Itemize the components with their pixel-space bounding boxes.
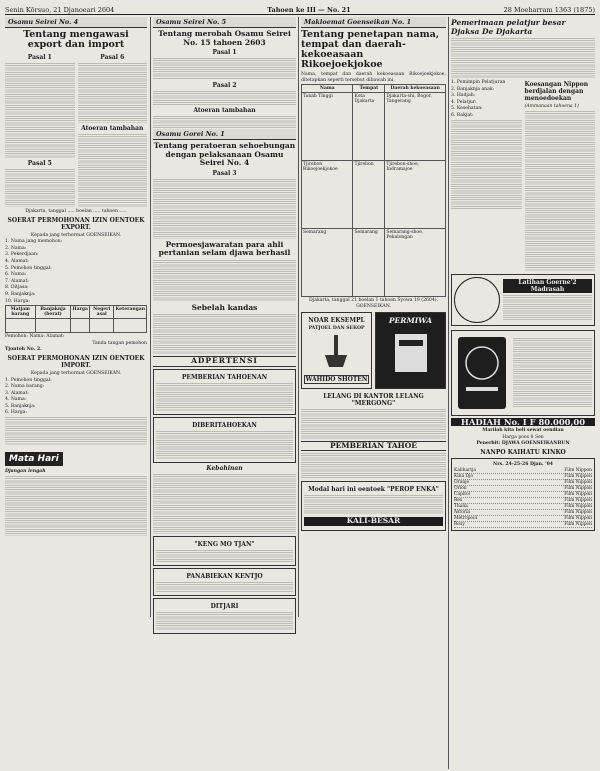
body-text (156, 431, 293, 459)
body-text (153, 314, 296, 354)
table-row (302, 229, 446, 297)
table-header: Matjam barang (6, 306, 36, 319)
advertisement (153, 598, 296, 634)
ad-title: NOAR EKSEMPL (308, 317, 365, 325)
product-illustration-icon (381, 328, 441, 376)
body-text (153, 116, 296, 128)
form-row: 6. Nama: (5, 272, 27, 278)
body-text (304, 495, 443, 515)
atoeran-heading: Atoeran tambahan (81, 125, 144, 132)
ad-title: PERMIWA (388, 316, 433, 326)
body-text (156, 582, 293, 592)
form-row: 10. Harga: (5, 298, 30, 304)
advertisement-row (301, 310, 446, 391)
listing-row: Astoria Film Nippon (454, 510, 592, 516)
listing-row: Kina Djo Film Nippon (454, 474, 592, 480)
body-text (301, 409, 446, 439)
table-header: Negeri asal (89, 306, 113, 319)
mata-hari-heading: Mata Hari (5, 452, 63, 466)
form-title: SOERAT PERMOHONAN IZIN OENTOEK EXPORT. (7, 216, 145, 231)
publisher-label: Penerbit: DJAWA GOENSEIKANBUN (476, 441, 570, 447)
dateline: Djakarta, tanggal ..... boelan ..... tahoen ..... (25, 209, 127, 214)
header-hijri-date: 28 Moeharram 1363 (1875) (503, 6, 595, 14)
listing-row: Kalihartja Film Nippon (454, 468, 592, 474)
body-text (156, 612, 293, 630)
pasal-heading: Pasal 3 (212, 169, 237, 177)
form-row: 8. Ditjasa: (5, 285, 29, 291)
advertisement (153, 568, 296, 596)
table-cell: Kota Djakarta (353, 93, 385, 161)
article-title: Tentang mengawasi export dan import (23, 29, 129, 50)
table-cell: Semarang-shoe, Pekalongan (385, 229, 446, 297)
header-date: Senin Kōrsuo, 21 Djanoeari 2604 (5, 6, 115, 14)
adpertensi-heading: ADPERTENSI (153, 356, 296, 367)
body-text (5, 417, 147, 445)
form-row: 4. Nama: (5, 397, 27, 403)
ad-title: PEMBERIAN TAHOENAN (181, 373, 268, 381)
section-banner: Makloemat Goenseikan No. 1 (301, 17, 446, 28)
body-text (153, 260, 296, 302)
list-item: 3. Hadjah: (451, 93, 476, 99)
ad-firm: KALI-BESAR (304, 517, 443, 526)
signature-label: Tanda tangan pemohon (92, 340, 147, 346)
table-row (302, 93, 446, 161)
listing-row: Rex Film Nippon (454, 498, 592, 504)
article-subheading: Kebahinan (206, 464, 243, 472)
form-row: 6. Harga: (5, 410, 28, 416)
column-2 (153, 17, 296, 769)
header-issue: Tahoen ke III — No. 21 (267, 6, 351, 14)
section-banner: Osamu Seirei No. 5 (153, 17, 296, 28)
lottery-subtitle: Marilah kita beli sewat oendian (482, 428, 564, 434)
article-title: Pemerimaan pelatjur besar Djaksa De Djakarta (451, 18, 566, 36)
table-cell: Tjirebon Rikoejoekjokoe (302, 161, 353, 229)
madrasah-box (451, 274, 595, 326)
column-rule (150, 17, 151, 617)
form-row: 3. Pekerdjaan: (5, 252, 39, 258)
body-text (451, 38, 595, 78)
form-subtitle: Kepada jang terhormat GOENSEIKAN. (30, 232, 122, 238)
listing-heading: Nrs. 24-25-26 Djan. '04 (493, 461, 553, 467)
table-header: Keterangan (114, 306, 147, 319)
table-header: Nama (302, 85, 353, 93)
listing-row: Orion Film Nippon (454, 486, 592, 492)
body-text (78, 63, 148, 123)
ad-title: PANABIEKAN KENTJO (186, 572, 263, 580)
body-text (513, 338, 592, 408)
form-row: 5. Pemohon tinggal: (5, 265, 52, 271)
article-title: Tentang merobah Osamu Seirei No. 15 tahoen 2603 (158, 29, 291, 47)
ad-title: DITJARI (210, 602, 239, 610)
publisher-name: NANPO KAIHATU KINKO (480, 448, 566, 456)
column-3 (301, 17, 446, 769)
form-subtitle: Kepada jang terhormat GOENSEIKAN. (30, 370, 122, 376)
table-header: Harga (71, 306, 90, 319)
table-row (302, 161, 446, 229)
advertisement (301, 481, 446, 531)
form-title: SOERAT PERMOHONAN IZIN OENTOEK IMPORT. (7, 354, 145, 369)
table-cell: Tjirebon (353, 161, 385, 229)
listing-row: Roxy Film Nippon (454, 522, 592, 528)
pasal-heading: Pasal 1 (27, 54, 52, 61)
advertisement (301, 312, 372, 389)
article-footer: Djakarta, tanggal 21 boelan 1 tahoen Syowa 19 (2604). GOENSEIKAN. (308, 298, 439, 309)
article-title: Sebelah kandas (191, 302, 258, 312)
list-item: 2. Banjaknja anak: (451, 86, 495, 92)
listing-row: Thalia Film Nippon (454, 504, 592, 510)
listing-row: Oranje Film Nippon (454, 480, 592, 486)
box-heading: Latihan Goerne'2 Madrasah (503, 279, 592, 293)
form-row: 2. Nama barang: (5, 384, 45, 390)
list-item: 1. Pemimpin Pelatjuran (451, 80, 506, 85)
form-row: 9. Banjaknja: (5, 291, 36, 297)
article-title: Koesangan Nippon berdjalan dengan menoedoekan (524, 81, 589, 102)
ad-title: "KENG MO TJAN" (194, 540, 255, 548)
listing-row: Capitol Film Nippon (454, 492, 592, 498)
form-row: 1. Nama jang memohon: (5, 239, 63, 245)
example-label: Tjontoh No. 2. (5, 347, 42, 353)
column-rule (448, 17, 449, 769)
body-text (153, 179, 296, 239)
advertisement (375, 312, 446, 389)
lottery-price: Harga poes 8 Sen (502, 434, 544, 440)
list-item: 4. Pelatjur: (451, 99, 477, 105)
advertisement (153, 417, 296, 463)
lottery-ad (451, 330, 595, 416)
table-header: Banjaknja (berat) (35, 306, 71, 319)
table-header: Tempat (353, 85, 385, 93)
column-rule (298, 17, 299, 617)
article-title: Tentang peratoeran sehoebungan dengan pelaksanaan Osamu Seirei No. 4 (153, 141, 296, 167)
article-title: Tentang penetapan nama, tempat dan daerah-kekoeasaan Rikoejoekjokoe (301, 29, 440, 70)
section-banner: Osamu Seirei No. 4 (5, 17, 147, 28)
body-text (525, 111, 596, 271)
article-body (451, 79, 595, 272)
pasal-heading: Pasal 1 (212, 49, 237, 56)
section-heading: PEMBERIAN TAHOE (301, 441, 446, 452)
body-text (451, 120, 522, 210)
listing-row: Metropool Film Nippon (454, 516, 592, 522)
table-cell: Tanah Tinggi (302, 93, 353, 161)
cinema-listing (451, 458, 595, 532)
masthead (5, 3, 595, 15)
export-table (5, 305, 147, 333)
list-item: 5. Kesehatan: (451, 106, 483, 112)
article-body (5, 52, 147, 208)
form-row: 4. Alamat: (5, 258, 29, 264)
body-text (5, 169, 75, 207)
ad-title: Modal hari ini oentoek "PEROP ENKA" (308, 486, 439, 494)
ad-firm: WAHIDO SHOTEN (305, 375, 368, 383)
shovel-icon (307, 333, 367, 369)
form-row: 2. Nama: (5, 245, 27, 251)
applicant-label: Pemohon: Nama: Alamat: (5, 334, 65, 340)
body-text (503, 295, 592, 321)
article-subheading: Djangan lengah (5, 469, 46, 475)
form-row: 5. Banjaknja: (5, 403, 36, 409)
body-text (156, 550, 293, 562)
advertisement (153, 369, 296, 415)
ticket-illustration-icon (454, 333, 510, 413)
body-text (153, 91, 296, 105)
rikoejoekjokoe-table (301, 84, 446, 297)
table-cell: Semarang (353, 229, 385, 297)
advertisement (153, 536, 296, 566)
body-text (153, 474, 296, 534)
article-subtitle: (Ammanaan tahoena 1) (524, 104, 579, 109)
table-header: Daerah kekoeasaan (385, 85, 446, 93)
table-cell: Tjirebon-shoe, Indramajoe (385, 161, 446, 229)
table-cell: Semarang (302, 229, 353, 297)
form-row: 1. Pemohon tinggal: (5, 377, 52, 383)
lottery-prize: HADIAH No. I F 80.000,00 (451, 418, 595, 427)
ad-subtitle: PATJOEL DAN SEKOP (308, 326, 365, 332)
atoeran-heading: Atoeran tambahan (193, 107, 256, 114)
pasal-heading: Pasal 2 (212, 82, 237, 89)
form-fields (5, 239, 147, 304)
body-text (5, 476, 147, 536)
body-text (156, 383, 293, 411)
section-heading: LELANG DI KANTOR LELANG "MERGONG" (323, 392, 424, 407)
table-cell: Djakarta-shi, Bogor, Tangerang (385, 93, 446, 161)
form-row: 7. Alamat: (5, 278, 29, 284)
article-title: Permoesjawaratan para ahli pertanian selam djawa berhasil (158, 239, 291, 257)
pasal-heading: Pasal 5 (27, 160, 52, 167)
body-text (301, 453, 446, 479)
form-row: 3. Alamat: (5, 390, 29, 396)
body-text (153, 58, 296, 80)
article-intro: Nama, tempat dan daerah kekoeasaan Rikoejoekjokoe, ditetapkan seperti tersebut dibawah ini. (301, 72, 446, 83)
seal-icon (454, 277, 500, 323)
section-banner: Osamu Gorei No. 1 (153, 129, 296, 140)
body-text (5, 63, 75, 158)
column-4 (451, 17, 595, 769)
body-text (78, 134, 148, 207)
ad-title: DIBERITAHOEKAN (192, 421, 257, 429)
pasal-heading: Pasal 6 (100, 54, 125, 61)
column-1 (5, 17, 147, 769)
list-item: 6. Rakjat: (451, 112, 474, 118)
